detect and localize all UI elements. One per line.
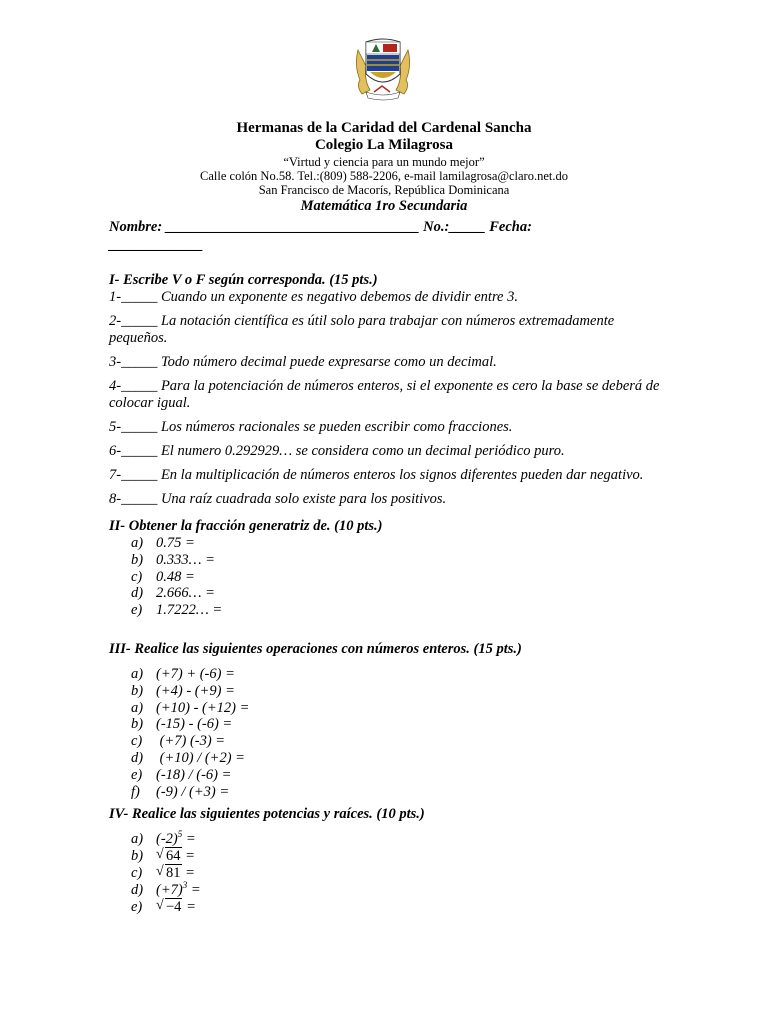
school-name: Colegio La Milagrosa xyxy=(314,137,454,153)
list-item: e) 1.7222… = xyxy=(131,602,223,619)
school-address: Calle colón No.58. Tel.:(809) 588-2206, e-mail lamilagrosa@claro.net.do xyxy=(200,169,568,183)
list-item: b) 0.333… = xyxy=(131,551,215,568)
list-item: b) (+4) - (+9) = xyxy=(131,682,235,699)
section-3-title: III- Realice las siguientes operaciones con números enteros. (15 pts.) xyxy=(109,640,522,657)
exam-body xyxy=(109,218,669,915)
tf-question-4: 4-_____ Para la potenciación de números enteros, si el exponente es cero la base se deberá de colocar igual. xyxy=(109,378,660,411)
tf-question-1: 1-_____ Cuando un exponente es negativo debemos de dividir entre 3. xyxy=(109,289,518,305)
list-item: a) (+10) - (+12) = xyxy=(131,699,250,716)
square-root-symbol: √ 64 xyxy=(156,847,181,865)
tf-question-7: 7-_____ En la multiplicación de números enteros los signos diferentes pueden dar negativo. xyxy=(109,467,644,483)
list-item: a) (+7) + (-6) = xyxy=(131,665,235,682)
school-header xyxy=(0,120,768,215)
tf-question-8: 8-_____ Una raíz cuadrada solo existe para los positivos. xyxy=(109,491,447,507)
date-blank: _____________ xyxy=(109,237,204,253)
subject-title: Matemática 1ro Secundaria xyxy=(300,198,468,214)
school-crest-logo xyxy=(352,36,414,102)
exponent: 5 xyxy=(177,829,183,840)
integer-operations-list xyxy=(109,666,669,800)
powers-roots-list xyxy=(109,831,669,915)
tf-question-6: 6-_____ El numero 0.292929… se considera como un decimal periódico puro. xyxy=(109,443,565,459)
list-item: d) $(+7)^3$ = xyxy=(131,879,201,898)
list-item: b) √ 64 = xyxy=(131,847,195,865)
congregation-name: Hermanas de la Caridad del Cardenal Sancha xyxy=(236,120,532,136)
tf-question-5: 5-_____ Los números racionales se pueden escribir como fracciones. xyxy=(109,419,513,435)
list-item: c) (+7) (-3) = xyxy=(131,733,226,750)
list-item: c) √ 81 = xyxy=(131,863,195,881)
list-item: d) (+10) / (+2) = xyxy=(131,749,245,766)
school-motto: “Virtud y ciencia para un mundo mejor” xyxy=(283,155,485,169)
list-item: e) (-18) / (-6) = xyxy=(131,766,232,783)
tf-question-3: 3-_____ Todo número decimal puede expresarse como un decimal. xyxy=(109,354,497,370)
list-item: d) 2.666… = xyxy=(131,585,215,602)
section-2-title: II- Obtener la fracción generatriz de. (10 pts.) xyxy=(109,518,383,534)
list-item: e) √ −4 = xyxy=(131,897,196,915)
school-city: San Francisco de Macorís, República Dominicana xyxy=(258,183,510,197)
fraction-list xyxy=(109,535,669,619)
list-item: f) (-9) / (+3) = xyxy=(131,783,230,800)
list-item: b) (-15) - (-6) = xyxy=(131,716,233,733)
square-root-symbol: √ −4 xyxy=(156,897,182,915)
exponent: 3 xyxy=(182,879,188,890)
list-item: a) 0.75 = xyxy=(131,535,195,551)
section-1-title: I- Escribe V o F según corresponda. (15 pts.) xyxy=(109,272,378,288)
square-root-symbol: √ 81 xyxy=(156,863,181,881)
name-number-date-fields: Nombre: ___________________________________ No.:_____ Fecha: xyxy=(109,219,532,235)
section-4-title: IV- Realice las siguientes potencias y raíces. (10 pts.) xyxy=(109,806,425,823)
list-item: a) $(-2)^5$ = xyxy=(131,829,196,848)
list-item: c) 0.48 = xyxy=(131,568,195,585)
tf-question-2: 2-_____ La notación científica es útil solo para trabajar con números extremadamente pequeños. xyxy=(109,313,615,346)
student-info-line xyxy=(109,218,669,254)
